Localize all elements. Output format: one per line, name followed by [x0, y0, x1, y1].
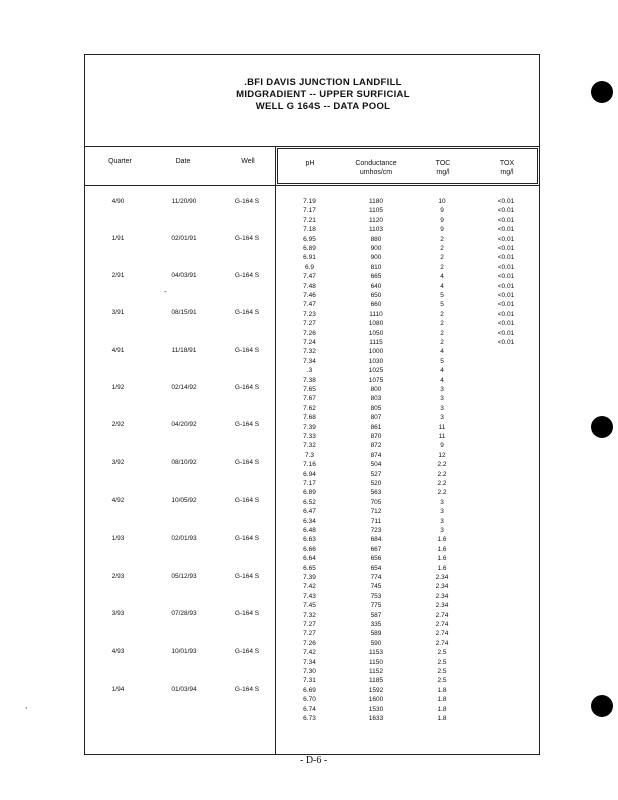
tox-cell: <0.01: [497, 245, 515, 252]
ph-cell: 6.48: [303, 527, 316, 534]
ph-cell: 7.27: [303, 621, 316, 628]
ph-cell: 7.24: [303, 339, 316, 346]
conductance-cell: 1150: [369, 658, 383, 666]
ph-cell: 6.70: [303, 696, 316, 704]
header-quarter: Quarter: [108, 158, 132, 165]
toc-cell: 2.74: [435, 611, 449, 619]
conductance-cell: 1120: [369, 216, 383, 224]
toc-cell: 3: [440, 527, 444, 534]
conductance-cell: 745: [370, 583, 382, 591]
toc-cell: 2.74: [435, 639, 449, 647]
toc-cell: 4: [440, 282, 444, 290]
date-cell: 02/01/93: [171, 535, 197, 542]
conductance-cell: 723: [370, 527, 382, 534]
conductance-cell: 807: [370, 414, 382, 422]
ph-cell: 7.21: [303, 216, 316, 224]
toc-cell: 10: [438, 198, 446, 205]
well-cell: G-164 S: [234, 198, 260, 205]
ph-cell: 6.34: [303, 517, 316, 525]
toc-cell: 4: [440, 273, 444, 281]
ph-cell: 7.68: [303, 414, 316, 422]
ph-cell: 7.45: [303, 602, 316, 610]
conductance-cell: 1592: [368, 686, 384, 694]
conductance-cell: 753: [370, 592, 382, 600]
well-cell: G-164 S: [234, 235, 260, 242]
ph-cell: 6.89: [303, 489, 316, 497]
title-line-1: .BFI DAVIS JUNCTION LANDFILL: [244, 77, 402, 88]
conductance-cell: 1152: [369, 668, 383, 675]
well-cell: G-164 S: [234, 497, 260, 504]
toc-cell: 2.34: [435, 602, 449, 610]
well-cell: G-164 S: [234, 610, 260, 617]
date-cell: 05/12/93: [171, 573, 197, 580]
column-divider: [275, 147, 276, 754]
conductance-cell: 660: [370, 301, 382, 309]
toc-cell: 5: [440, 301, 444, 309]
quarter-cell: 4/90: [111, 198, 125, 205]
header-conductance-label: Conductance: [355, 160, 397, 167]
toc-cell: 2.74: [435, 621, 449, 628]
conductance-cell: 1115: [369, 339, 383, 346]
ph-cell: 6.63: [303, 536, 316, 544]
header-date: Date: [175, 158, 191, 165]
ph-cell: 7.19: [303, 198, 316, 205]
conductance-cell: 1103: [369, 226, 383, 234]
toc-cell: 2.74: [435, 630, 449, 638]
toc-cell: 1.8: [437, 715, 447, 722]
quarter-cell: 1/94: [111, 686, 125, 693]
ph-cell: 6.73: [303, 715, 316, 722]
ph-cell: 7.34: [303, 357, 316, 365]
toc-cell: 9: [440, 207, 444, 215]
date-cell: 07/28/93: [171, 610, 197, 617]
well-cell: G-164 S: [234, 347, 260, 354]
conductance-cell: 654: [370, 564, 382, 572]
ph-cell: 7.18: [303, 226, 316, 234]
ph-cell: 6.95: [303, 235, 316, 243]
ph-cell: 7.17: [303, 480, 316, 487]
conductance-cell: 1633: [368, 715, 384, 722]
toc-cell: 2: [440, 254, 444, 262]
conductance-cell: 589: [370, 630, 382, 638]
ph-cell: 7.31: [303, 677, 316, 685]
ph-cell: 6.74: [303, 705, 316, 713]
toc-cell: 1.6: [437, 564, 447, 572]
conductance-cell: 1153: [369, 649, 383, 657]
ph-cell: 7.27: [303, 320, 316, 328]
toc-cell: 1.8: [437, 686, 447, 694]
ph-cell: 6.47: [303, 508, 316, 516]
toc-cell: 3: [440, 395, 444, 403]
conductance-cell: 527: [370, 470, 382, 478]
conductance-cell: 1600: [368, 696, 384, 704]
toc-cell: 2.5: [437, 649, 447, 657]
conductance-cell: 711: [370, 517, 382, 525]
tox-cell: <0.01: [497, 339, 515, 346]
ph-cell: 7.67: [303, 395, 316, 403]
conductance-cell: 880: [370, 235, 382, 243]
tox-cell: <0.01: [497, 301, 515, 309]
ph-cell: 7.43: [303, 592, 316, 600]
conductance-cell: 1030: [368, 357, 384, 365]
date-cell: 08/10/92: [171, 459, 197, 466]
conductance-cell: 712: [370, 508, 382, 516]
ph-cell: 7.26: [303, 639, 316, 647]
toc-cell: 2.34: [435, 583, 449, 591]
conductance-cell: 870: [370, 433, 382, 440]
conductance-cell: 656: [370, 555, 382, 563]
ph-cell: 7.3: [304, 451, 315, 459]
toc-cell: 11: [438, 423, 446, 431]
tox-cell: <0.01: [497, 292, 515, 299]
date-cell: 04/20/92: [171, 421, 197, 428]
header-toc-label: TOC: [435, 160, 451, 167]
ph-cell: 7.23: [303, 310, 316, 318]
ph-cell: 7.17: [303, 207, 316, 215]
toc-cell: 9: [440, 226, 444, 234]
conductance-cell: 590: [370, 639, 382, 647]
tox-cell: <0.01: [497, 235, 515, 243]
conductance-cell: 774: [370, 574, 382, 581]
quarter-cell: 3/93: [111, 610, 125, 617]
toc-cell: 5: [440, 292, 444, 299]
conductance-cell: 1110: [369, 310, 383, 318]
binder-hole-icon: [591, 416, 613, 438]
well-cell: G-164 S: [234, 421, 260, 428]
ph-cell: 7.47: [303, 301, 316, 309]
toc-cell: 3: [440, 508, 444, 516]
conductance-cell: 810: [370, 263, 382, 271]
ph-cell: 6.94: [303, 470, 316, 478]
tox-cell: <0.01: [497, 273, 515, 281]
toc-cell: 3: [440, 498, 444, 506]
toc-cell: 1.6: [437, 555, 447, 563]
quarter-cell: 4/92: [111, 497, 125, 504]
toc-cell: 3: [440, 386, 444, 393]
quarter-cell: 1/92: [111, 384, 125, 391]
quarter-cell: 4/91: [111, 347, 125, 354]
conductance-cell: 1050: [368, 329, 384, 337]
toc-cell: 4: [440, 348, 444, 356]
tox-cell: <0.01: [497, 216, 515, 224]
ph-cell: 6.69: [303, 686, 316, 694]
toc-cell: 1.8: [437, 696, 447, 704]
ph-cell: 7.30: [303, 668, 316, 675]
ph-cell: 7.38: [303, 376, 316, 384]
ph-cell: 7.47: [303, 273, 316, 281]
ph-cell: 7.32: [303, 611, 316, 619]
toc-cell: 2: [440, 339, 444, 346]
conductance-cell: 900: [370, 254, 382, 262]
toc-cell: 2.2: [437, 470, 447, 478]
date-cell: 02/01/91: [171, 235, 197, 242]
header-ph: pH: [305, 160, 315, 167]
ph-cell: 6.64: [303, 555, 316, 563]
toc-cell: 2.5: [437, 668, 447, 675]
toc-cell: 2: [440, 245, 444, 252]
conductance-cell: 1075: [368, 376, 384, 384]
tox-cell: <0.01: [497, 198, 515, 205]
well-cell: G-164 S: [234, 648, 260, 655]
ph-cell: 6.91: [303, 254, 316, 262]
well-cell: G-164 S: [234, 384, 260, 391]
conductance-cell: 640: [370, 282, 382, 290]
header-toc: [426, 159, 460, 177]
conductance-cell: 800: [370, 386, 382, 393]
ph-cell: .3: [306, 367, 313, 375]
well-cell: G-164 S: [234, 535, 260, 542]
toc-cell: 11: [438, 433, 446, 440]
tox-cell: <0.01: [497, 263, 515, 271]
toc-cell: 2.2: [437, 480, 447, 487]
conductance-cell: 587: [370, 611, 382, 619]
tox-cell: <0.01: [497, 320, 515, 328]
header-rule-bottom: [84, 185, 540, 186]
page-title: [84, 77, 540, 113]
toc-cell: 4: [440, 367, 444, 375]
binder-hole-icon: [591, 695, 613, 717]
toc-cell: 9: [440, 442, 444, 450]
title-line-3: WELL G 164S -- DATA POOL: [255, 101, 391, 112]
quarter-cell: 3/91: [111, 309, 125, 316]
quarter-cell: 1/91: [111, 235, 125, 242]
scan-speck: ,: [25, 701, 28, 710]
toc-cell: 1.6: [437, 545, 447, 553]
date-cell: 04/03/91: [171, 272, 197, 279]
toc-cell: 12: [438, 451, 446, 459]
quarter-cell: 2/91: [111, 272, 125, 279]
toc-cell: 2: [440, 329, 444, 337]
ph-cell: 7.65: [303, 386, 316, 393]
date-cell: 10/01/93: [171, 648, 197, 655]
conductance-cell: 335: [370, 621, 382, 628]
tox-cell: <0.01: [497, 226, 515, 234]
title-line-2: MIDGRADIENT -- UPPER SURFICIAL: [236, 89, 410, 100]
conductance-cell: 504: [370, 461, 382, 469]
conductance-cell: 520: [370, 480, 382, 487]
ph-cell: 7.34: [303, 658, 316, 666]
header-tox: [490, 159, 524, 177]
well-cell: G-164 S: [234, 272, 260, 279]
conductance-cell: 900: [370, 245, 382, 252]
scan-speck: -: [164, 287, 167, 296]
header-tox-unit: mg/l: [500, 169, 514, 176]
toc-cell: 3: [440, 517, 444, 525]
toc-cell: 3: [440, 414, 444, 422]
conductance-cell: 775: [370, 602, 382, 610]
ph-cell: 7.16: [303, 461, 316, 469]
conductance-cell: 805: [370, 404, 382, 412]
date-cell: 08/15/91: [171, 309, 197, 316]
toc-cell: 2.5: [437, 677, 447, 685]
ph-cell: 6.52: [303, 498, 316, 506]
conductance-cell: 650: [370, 292, 382, 299]
tox-cell: <0.01: [497, 282, 515, 290]
tox-cell: <0.01: [497, 310, 515, 318]
ph-cell: 6.9: [304, 263, 315, 271]
conductance-cell: 874: [370, 451, 382, 459]
conductance-cell: 803: [370, 395, 382, 403]
conductance-cell: 684: [370, 536, 382, 544]
ph-cell: 7.27: [303, 630, 316, 638]
header-conductance-unit: umhos/cm: [359, 169, 393, 176]
ph-cell: 7.42: [303, 649, 316, 657]
header-rule-top: [84, 146, 540, 147]
conductance-cell: 1080: [368, 320, 384, 328]
quarter-cell: 1/93: [111, 535, 125, 542]
ph-cell: 7.26: [303, 329, 316, 337]
quarter-cell: 4/93: [111, 648, 125, 655]
well-cell: G-164 S: [234, 309, 260, 316]
quarter-cell: 2/92: [111, 421, 125, 428]
conductance-cell: 1000: [368, 348, 384, 356]
ph-cell: 7.42: [303, 583, 316, 591]
date-cell: 02/14/92: [171, 384, 197, 391]
conductance-cell: 861: [370, 423, 382, 431]
header-toc-unit: mg/l: [436, 169, 450, 176]
toc-cell: 2.34: [435, 574, 449, 581]
tox-cell: <0.01: [497, 329, 515, 337]
conductance-cell: 872: [370, 442, 382, 450]
header-tox-label: TOX: [499, 160, 515, 167]
ph-cell: 7.33: [303, 433, 316, 440]
toc-cell: 1.8: [437, 705, 447, 713]
page-footer: - D-6 -: [300, 755, 328, 766]
toc-cell: 2.2: [437, 461, 447, 469]
date-cell: 11/20/90: [171, 198, 197, 205]
ph-cell: 7.48: [303, 282, 316, 290]
tox-cell: <0.01: [497, 254, 515, 262]
toc-cell: 1.6: [437, 536, 447, 544]
header-conductance: [346, 159, 406, 177]
well-cell: G-164 S: [234, 686, 260, 693]
toc-cell: 2: [440, 235, 444, 243]
quarter-cell: 2/93: [111, 573, 125, 580]
date-cell: 01/03/94: [171, 686, 197, 693]
conductance-cell: 1105: [369, 207, 383, 215]
ph-cell: 7.32: [303, 442, 316, 450]
conductance-cell: 665: [370, 273, 382, 281]
conductance-cell: 667: [370, 545, 382, 553]
quarter-cell: 3/92: [111, 459, 125, 466]
date-cell: 11/18/91: [171, 347, 197, 354]
conductance-cell: 705: [370, 498, 382, 506]
conductance-cell: 1185: [369, 677, 383, 685]
ph-cell: 6.66: [303, 545, 316, 553]
conductance-cell: 1180: [369, 198, 383, 205]
well-cell: G-164 S: [234, 573, 260, 580]
ph-cell: 7.62: [303, 404, 316, 412]
conductance-cell: 563: [370, 489, 382, 497]
toc-cell: 3: [440, 404, 444, 412]
binder-hole-icon: [591, 81, 613, 103]
conductance-cell: 1025: [368, 367, 384, 375]
toc-cell: 9: [440, 216, 444, 224]
toc-cell: 2.2: [437, 489, 447, 497]
toc-cell: 5: [440, 357, 444, 365]
date-cell: 10/05/92: [171, 497, 197, 504]
toc-cell: 2: [440, 320, 444, 328]
tox-cell: <0.01: [497, 207, 515, 215]
well-cell: G-164 S: [234, 459, 260, 466]
conductance-cell: 1530: [368, 705, 384, 713]
header-well: Well: [241, 158, 255, 165]
ph-cell: 7.46: [303, 292, 316, 299]
toc-cell: 2.5: [437, 658, 447, 666]
toc-cell: 2: [440, 263, 444, 271]
toc-cell: 2.34: [435, 592, 449, 600]
toc-cell: 2: [440, 310, 444, 318]
ph-cell: 7.39: [303, 574, 316, 581]
ph-cell: 6.65: [303, 564, 316, 572]
ph-cell: 7.39: [303, 423, 316, 431]
ph-cell: 6.89: [303, 245, 316, 252]
ph-cell: 7.32: [303, 348, 316, 356]
toc-cell: 4: [440, 376, 444, 384]
